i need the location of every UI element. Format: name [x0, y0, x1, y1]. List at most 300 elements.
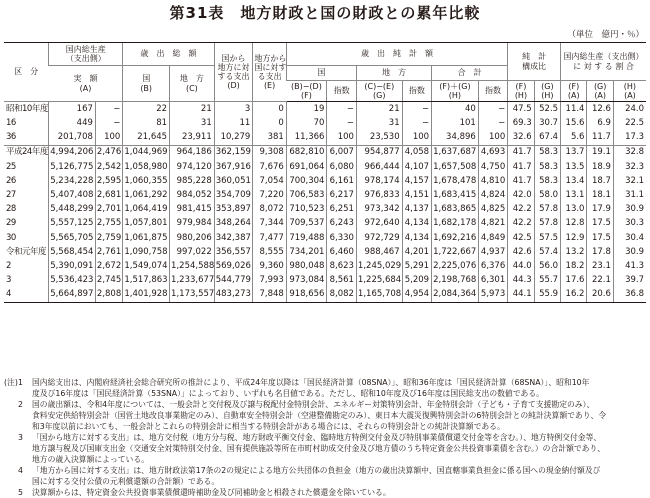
table-cell: 978,174: [356, 174, 402, 188]
footnote-prefix: [4, 410, 18, 421]
row-label: 令和元年度: [6, 246, 47, 257]
footnote-line: [4, 454, 646, 465]
table-cell: 18.7: [587, 174, 613, 188]
table-cell: 918,656: [286, 287, 327, 302]
table-cell: 706,583: [286, 188, 327, 202]
table-cell: 4,693: [478, 145, 507, 160]
table-cell: 342,387: [214, 231, 253, 245]
footnote-number: [18, 388, 32, 399]
table-cell: 5,557,125: [49, 217, 96, 231]
row-label: 26: [6, 175, 16, 186]
header-net-tot-index: 指数: [478, 81, 507, 102]
table-cell: 0: [253, 102, 287, 117]
table-cell: 13.7: [561, 145, 587, 160]
table-row: [4, 174, 646, 188]
table-cell: 23,530: [356, 130, 402, 145]
table-cell: 8,555: [253, 245, 287, 259]
table-cell: 6,251: [327, 202, 356, 216]
header-gdp: 国内総生産 （支出側）: [49, 43, 123, 66]
table-cell: 544,779: [214, 273, 253, 287]
table-cell: 58.3: [534, 145, 560, 160]
table-cell: 31: [356, 116, 402, 130]
footnote-line: [4, 443, 646, 454]
footnote-prefix: [4, 421, 18, 432]
table-cell: 201,708: [49, 130, 96, 145]
table-cell: 1,225,684: [356, 273, 402, 287]
table-cell: 1,064,419: [123, 202, 170, 216]
table-cell: 7,676: [253, 160, 287, 174]
table-cell: −: [95, 102, 122, 117]
table-cell: 1,090,758: [123, 245, 170, 259]
table-cell: 20.6: [587, 287, 613, 302]
table-row: [4, 102, 646, 117]
table-body: [4, 102, 646, 303]
table-cell: 356,557: [214, 245, 253, 259]
table-cell: 6.9: [587, 116, 613, 130]
table-cell: 5,565,705: [49, 231, 96, 245]
footnote-text: 食料安定供給特別会計（国営土地改良事業勘定のみ）、自動車安全特別会計（空港整備勘定のみ）、東日本大震災復興特別会計の6特別会計との純計決算額であり、令: [32, 411, 607, 420]
header-category: 区 分: [4, 43, 49, 102]
table-cell: 21: [170, 102, 215, 117]
table-cell: 5,126,775: [49, 160, 96, 174]
table-cell: 709,537: [286, 217, 327, 231]
table-cell: 7,344: [253, 217, 287, 231]
table-cell: 17.9: [587, 202, 613, 216]
table-cell: 6,376: [478, 259, 507, 273]
table-cell: 8,561: [327, 273, 356, 287]
table-cell: 69.3: [508, 116, 534, 130]
header-expenditure-total: 歳 出 総 額: [123, 43, 214, 66]
table-cell: 32.3: [613, 160, 646, 174]
table-cell: 31.1: [613, 188, 646, 202]
table-cell: 55.9: [534, 287, 560, 302]
table-cell: −: [327, 102, 356, 117]
table-cell: 5,291: [402, 259, 431, 273]
header-net-total: 合 計: [432, 66, 508, 81]
table-cell: 7,054: [253, 174, 287, 188]
table-cell: 12.8: [561, 217, 587, 231]
table-cell: 100: [402, 130, 431, 145]
table-cell: 44.1: [508, 287, 534, 302]
table-cell: 21,645: [123, 130, 170, 145]
table-cell: 4,937: [478, 245, 507, 259]
footnote-number: 1: [18, 378, 23, 387]
table-cell: 4,810: [478, 174, 507, 188]
table-cell: 7,848: [253, 287, 287, 302]
row-label: 16: [6, 118, 16, 129]
table-row: [4, 130, 646, 145]
table-cell: 11,366: [286, 130, 327, 145]
table-cell: 41.7: [508, 160, 534, 174]
table-cell: 5,209: [402, 273, 431, 287]
table-cell: −: [478, 116, 507, 130]
table-cell: 52.5: [534, 102, 560, 117]
table-row: [4, 202, 646, 216]
header-gdp-ratio: 国内総生産（支出側） に 対 す る 割 合: [561, 43, 646, 81]
table-cell: 6,161: [327, 174, 356, 188]
footnote-text: 「地方から国に対する支出」は、地方財政法第17条の2の規定による地方公共団体の負担金（地方の歳出決算額中、国直轄事業負担金に係る国への現金納付額及び: [32, 466, 601, 475]
table-cell: 30.7: [534, 116, 560, 130]
table-cell: 4,137: [402, 202, 431, 216]
table-cell: 980,048: [286, 259, 327, 273]
table-cell: 57.5: [534, 231, 560, 245]
header-transfer-to-national: 地方から 国に対す る支出 (E): [253, 43, 287, 102]
table-cell: 57.4: [534, 245, 560, 259]
table-cell: 7,220: [253, 188, 287, 202]
table-cell: 4,954: [402, 287, 431, 302]
table-cell: 30.9: [613, 245, 646, 259]
footnote-number: 5: [18, 488, 23, 497]
table-row: [4, 145, 646, 160]
table-cell: 13.0: [561, 202, 587, 216]
row-label: 昭和10年度: [6, 103, 48, 114]
table-cell: 2,755: [95, 217, 122, 231]
table-cell: 2,198,768: [432, 273, 479, 287]
table-cell: 30.4: [613, 231, 646, 245]
table-cell: 56.0: [534, 259, 560, 273]
table-cell: 9,360: [253, 259, 287, 273]
table-cell: 17.3: [613, 130, 646, 145]
table-cell: 2,701: [95, 202, 122, 216]
table-cell: 988,467: [356, 245, 402, 259]
table-cell: 1,549,074: [123, 259, 170, 273]
row-label: 4: [4, 287, 49, 302]
table-cell: 58.3: [534, 174, 560, 188]
table-cell: 5.6: [561, 130, 587, 145]
table-cell: 42.6: [508, 245, 534, 259]
table-cell: 1,165,708: [356, 287, 402, 302]
table-cell: 1,233,677: [170, 273, 215, 287]
row-label: 2: [6, 260, 11, 271]
table-cell: 12.6: [587, 102, 613, 117]
table-cell: 8,072: [253, 202, 287, 216]
footnote-line: [4, 410, 646, 421]
table-cell: 13.1: [561, 188, 587, 202]
row-label: 36: [6, 132, 16, 143]
table-cell: 100: [327, 130, 356, 145]
table-cell: 981,415: [170, 202, 215, 216]
header-gdp-ratio-h: (H) (A): [613, 81, 646, 102]
table-cell: 976,833: [356, 188, 402, 202]
table-cell: 2,225,076: [432, 259, 479, 273]
row-label: 28: [6, 204, 16, 215]
table-cell: 1,057,801: [123, 217, 170, 231]
footnote-text: 地方の歳入決算額によっている。: [32, 455, 149, 464]
table-cell: 58.3: [534, 160, 560, 174]
table-cell: 100: [478, 130, 507, 145]
footnote-number: 4: [18, 466, 23, 475]
header-net-loc-amount: (C)−(E) (G): [356, 81, 402, 102]
table-cell: 483,273: [214, 287, 253, 302]
table-cell: 6,301: [478, 273, 507, 287]
table-cell: 21: [356, 102, 402, 117]
table-cell: 81: [123, 116, 170, 130]
comparison-table: [4, 42, 646, 303]
footnote-prefix: [4, 454, 18, 465]
table-cell: 18.9: [587, 160, 613, 174]
table-cell: 39.7: [613, 273, 646, 287]
table-cell: 10,279: [214, 130, 253, 145]
footnote-number: [18, 421, 32, 432]
table-cell: 734,201: [286, 245, 327, 259]
table-cell: 5,234,228: [49, 174, 96, 188]
row-label: 平成24年度: [4, 145, 49, 160]
header-net-national: 国: [286, 66, 356, 81]
table-cell: 1,683,865: [432, 202, 479, 216]
table-cell: 4,994,206: [49, 145, 96, 160]
table-cell: 24.0: [613, 102, 646, 117]
table-cell: 985,228: [170, 174, 215, 188]
table-cell: 5,407,408: [49, 188, 96, 202]
table-cell: 2,745: [95, 273, 122, 287]
footnote-number: [18, 410, 32, 421]
table-cell: −: [402, 102, 431, 117]
table-cell: 17.5: [587, 217, 613, 231]
table-cell: 691,064: [286, 160, 327, 174]
footnote-line: [4, 432, 646, 443]
table-cell: 11: [214, 116, 253, 130]
footnote-number: 3: [18, 433, 23, 442]
header-net-expenditure: 歳 出 純 計 額: [286, 43, 507, 66]
table-cell: 34,896: [432, 130, 479, 145]
table-cell: 70: [286, 116, 327, 130]
table-cell: 362,159: [214, 145, 253, 160]
table-cell: 19: [286, 102, 327, 117]
table-row: [4, 217, 646, 231]
table-cell: 101: [432, 116, 479, 130]
table-cell: 972,640: [356, 217, 402, 231]
footnote-prefix: (注): [4, 378, 18, 387]
table-cell: 367,916: [214, 160, 253, 174]
header-ratio-f: (F) (H): [508, 81, 534, 102]
table-row: [4, 287, 646, 302]
footnote-number: [18, 476, 32, 487]
header-gdp-amount: 実 額 (A): [49, 66, 123, 102]
table-cell: 5,536,423: [49, 273, 96, 287]
row-label: 29: [6, 218, 16, 229]
footnote-line: [4, 487, 646, 498]
table-cell: 17.5: [587, 231, 613, 245]
table-cell: 42.5: [508, 231, 534, 245]
table-row: [4, 273, 646, 287]
table-row: [4, 116, 646, 130]
footnote-prefix: [4, 476, 18, 487]
table-cell: 4,750: [478, 160, 507, 174]
table-cell: 2,595: [95, 174, 122, 188]
footnote-prefix: [4, 388, 18, 399]
table-cell: 348,264: [214, 217, 253, 231]
footnote-text: 国内総支出は、内閣府経済社会総合研究所の推計により、平成24年度以降は「国民経済計算（08SNA）」、昭和36年度は「国民経済計算（68SNA）」、昭和10年: [32, 378, 590, 387]
table-cell: 23,911: [170, 130, 215, 145]
table-cell: 0: [253, 116, 287, 130]
table-cell: 980,206: [170, 231, 215, 245]
table-cell: 57.8: [534, 217, 560, 231]
table-cell: 1,245,029: [356, 259, 402, 273]
table-cell: 41.7: [508, 145, 534, 160]
table-cell: 16.2: [561, 287, 587, 302]
table-cell: 6,217: [327, 188, 356, 202]
table-cell: 6,460: [327, 245, 356, 259]
table-cell: 40: [432, 102, 479, 117]
table-cell: −: [95, 116, 122, 130]
footnote-text: 度及び16年度は「国民経済計算（53SNA）」によっており、いずれも名目値である。ただし、昭和10年度及び16年度は国民総支出の数値である。: [32, 389, 544, 398]
table-cell: 13.2: [561, 245, 587, 259]
footnote-line: [4, 476, 646, 487]
table-cell: −: [478, 102, 507, 117]
table-cell: 36.8: [613, 287, 646, 302]
table-cell: 682,810: [286, 145, 327, 160]
header-net-nat-amount: (B)−(D) (F): [286, 81, 327, 102]
table-cell: 6,007: [327, 145, 356, 160]
table-row: [4, 259, 646, 273]
table-cell: 5,664,897: [49, 287, 96, 302]
table-cell: 4,058: [402, 145, 431, 160]
table-cell: 5,448,299: [49, 202, 96, 216]
table-cell: 719,488: [286, 231, 327, 245]
table-cell: 972,729: [356, 231, 402, 245]
table-cell: 2,542: [95, 160, 122, 174]
table-cell: 58.0: [534, 188, 560, 202]
table-cell: 964,186: [170, 145, 215, 160]
table-cell: 5,973: [478, 287, 507, 302]
table-cell: 30.3: [613, 217, 646, 231]
footnote-line: [4, 465, 646, 476]
table-cell: 8,623: [327, 259, 356, 273]
table-cell: 2,084,364: [432, 287, 479, 302]
table-cell: 973,342: [356, 202, 402, 216]
table-cell: 2,681: [95, 188, 122, 202]
table-cell: 1,254,588: [170, 259, 215, 273]
table-cell: 22.5: [613, 116, 646, 130]
table-cell: 1,517,863: [123, 273, 170, 287]
footnote-line: [4, 377, 646, 388]
table-cell: 7,993: [253, 273, 287, 287]
table-cell: 966,444: [356, 160, 402, 174]
table-cell: 7,477: [253, 231, 287, 245]
footnote-line: [4, 421, 646, 432]
footnote-text: 国の歳出額は、令和4年度については、一般会計と交付税及び譲与税配付金特別会計、エネルギー対策特別会計、年金特別会計（子ども・子育て支援勘定のみ）、: [32, 400, 595, 409]
table-cell: 1,637,687: [432, 145, 479, 160]
table-cell: 3: [214, 102, 253, 117]
table-cell: 1,061,875: [123, 231, 170, 245]
table-cell: 1,061,292: [123, 188, 170, 202]
table-cell: 710,523: [286, 202, 327, 216]
table-cell: 42.2: [508, 202, 534, 216]
row-label: 30: [6, 232, 16, 243]
table-cell: 23.1: [587, 259, 613, 273]
header-net-ratio: 純 計 構成比: [508, 43, 561, 81]
table-cell: 4,157: [402, 174, 431, 188]
table-cell: 4,151: [402, 188, 431, 202]
table-cell: 67.4: [534, 130, 560, 145]
footnote-number: 2: [18, 400, 23, 409]
table-cell: 9,308: [253, 145, 287, 160]
table-cell: 354,709: [214, 188, 253, 202]
table-cell: 4,821: [478, 217, 507, 231]
footnote-text: 決算額からは、特定資金公共投資事業債償還時補助金及び同補助金と相殺された償還金を除いている。: [32, 488, 391, 497]
table-cell: 32.6: [508, 130, 534, 145]
footnote-text: 国に対する交付公債の元利償還額の合計額）である。: [32, 477, 220, 486]
row-label: 3: [6, 275, 11, 286]
table-cell: 18.2: [561, 259, 587, 273]
table-row: [4, 160, 646, 174]
table-cell: 4,107: [402, 160, 431, 174]
table-cell: 12.9: [561, 231, 587, 245]
table-cell: −: [402, 116, 431, 130]
table-cell: 6,243: [327, 217, 356, 231]
footnote-number: [18, 454, 32, 465]
table-cell: 1,173,557: [170, 287, 215, 302]
table-cell: 11.7: [587, 130, 613, 145]
table-cell: 13.4: [561, 174, 587, 188]
table-cell: 973,084: [286, 273, 327, 287]
header-gdp-ratio-g: (G) (A): [587, 81, 613, 102]
table-cell: 17.6: [561, 273, 587, 287]
table-cell: 1,683,415: [432, 188, 479, 202]
footnote-text: 地方譲与税及び国庫支出金（交通安全対策特別交付金、国有提供施設等所在市町村助成交付金及び地方債のうち特定資金公共投資事業債を含む。）の合計額であり、: [32, 444, 606, 453]
header-net-local: 地 方: [356, 66, 431, 81]
table-row: [4, 231, 646, 245]
table-cell: 42.2: [508, 217, 534, 231]
table-cell: 57.8: [534, 202, 560, 216]
table-cell: 984,052: [170, 188, 215, 202]
table-cell: 44.0: [508, 259, 534, 273]
table-cell: 22.1: [587, 273, 613, 287]
table-cell: 22: [123, 102, 170, 117]
table-cell: 30.9: [613, 202, 646, 216]
header-net-nat-index: 指数: [327, 81, 356, 102]
table-cell: 1,060,355: [123, 174, 170, 188]
table-cell: 15.6: [561, 116, 587, 130]
table-cell: 42.0: [508, 188, 534, 202]
table-cell: 41.7: [508, 174, 534, 188]
table-cell: 449: [49, 116, 96, 130]
table-cell: 2,759: [95, 231, 122, 245]
table-cell: 353,897: [214, 202, 253, 216]
table-cell: 31: [170, 116, 215, 130]
table-cell: 167: [49, 102, 96, 117]
table-cell: 4,134: [402, 231, 431, 245]
header-exp-national: 国 (B): [123, 66, 170, 102]
table-cell: 18.1: [587, 188, 613, 202]
table-cell: 11.4: [561, 102, 587, 117]
table-row: [4, 245, 646, 259]
footnotes: [4, 377, 646, 498]
table-cell: 4,201: [402, 245, 431, 259]
table-cell: 974,120: [170, 160, 215, 174]
table-cell: 954,877: [356, 145, 402, 160]
footnote-text: 「国から地方に対する支出」は、地方交付税（地方分与税、地方財政平衡交付金、臨時地方特例交付金及び特別事業債償還交付金等を含む。）、地方特例交付金等、: [32, 433, 602, 442]
table-cell: 1,678,478: [432, 174, 479, 188]
footnote-line: [4, 388, 646, 399]
page-title: 第31表 地方財政と国の財政との累年比較: [169, 4, 481, 22]
table-cell: 8,082: [327, 287, 356, 302]
footnote-number: [18, 443, 32, 454]
header-ratio-g: (G) (H): [534, 81, 560, 102]
table-cell: 13.5: [561, 160, 587, 174]
table-cell: 997,022: [170, 245, 215, 259]
footnote-line: [4, 399, 646, 410]
table-cell: 569,026: [214, 259, 253, 273]
footnote-prefix: [4, 399, 18, 410]
table-cell: −: [327, 116, 356, 130]
header-exp-local: 地 方 (C): [170, 66, 215, 102]
table-cell: 4,825: [478, 202, 507, 216]
table-row: [4, 188, 646, 202]
table-cell: 2,808: [95, 287, 122, 302]
table-cell: 360,051: [214, 174, 253, 188]
table-cell: 5,390,091: [49, 259, 96, 273]
